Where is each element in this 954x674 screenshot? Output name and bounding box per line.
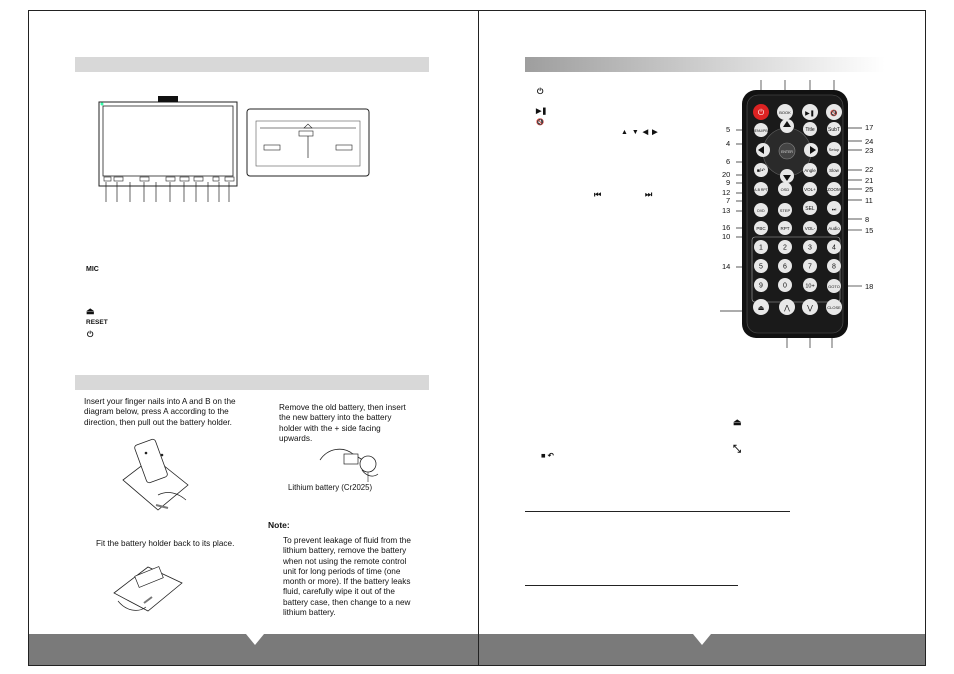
svg-text:CLOSE: CLOSE (827, 305, 841, 310)
rule-line-2 (525, 585, 738, 586)
svg-text:⋁: ⋁ (807, 305, 813, 312)
callout-4: 4 (726, 139, 731, 148)
battery-insert-illustration (318, 440, 383, 485)
remote-num-key-label: 4 (832, 244, 836, 252)
svg-text:⏭: ⏭ (831, 207, 837, 213)
remote-num-key-label: 6 (783, 263, 787, 271)
svg-text:ENTER: ENTER (781, 150, 793, 154)
play-pause-symbol: ▶❚ (536, 108, 548, 115)
svg-text:Setup: Setup (828, 147, 840, 152)
unit-front-panel-diagram (98, 96, 243, 206)
battery-step-1: Insert your finger nails into A and B on the diagram below, press A according to the direction, then pull out the battery holder. (84, 397, 236, 427)
callout-14: 14 (722, 262, 731, 271)
remote-num-key-label: 1 (759, 244, 763, 252)
page-divider (478, 10, 479, 666)
svg-text:■/↶: ■/↶ (756, 168, 766, 174)
svg-text:ZOOM: ZOOM (827, 187, 841, 192)
note-body: To prevent leakage of fluid from the lithium battery, remove the battery when not using the remote control unit for long periods of time (one month or more). If the battery leaks fluid, carefully wipe it out of the battery case, then change to a new lithium battery. (283, 536, 411, 618)
left-section-header-bar (75, 57, 429, 72)
callout-15: 15 (865, 226, 874, 235)
svg-text:▶❚: ▶❚ (805, 111, 815, 117)
prev-symbol: ⏮ (594, 190, 602, 199)
svg-text:GOTO: GOTO (828, 284, 840, 289)
eject-symbol: ⏏ (86, 306, 95, 316)
callout-23: 23 (865, 146, 874, 155)
reset-label: RESET (86, 319, 108, 326)
rule-line-1 (525, 511, 790, 512)
callout-17: 17 (865, 123, 874, 132)
power-symbol: ⏻ (87, 330, 94, 339)
svg-text:🔇: 🔇 (830, 111, 838, 117)
svg-text:SEL: SEL (805, 206, 815, 212)
battery-step-3: Fit the battery holder back to its place. (96, 539, 235, 548)
note-title: Note: (268, 520, 290, 530)
remote-num-key-label: 10+ (805, 283, 815, 290)
left-footer-notch (246, 634, 264, 645)
right-power-symbol: ⏻ (537, 87, 544, 96)
svg-text:Angle: Angle (804, 168, 816, 173)
remote-num-key-label: 7 (808, 263, 812, 271)
arrow-keys-symbols: ▲ ▼ ◀ ▶ (621, 129, 659, 136)
callout-13: 13 (722, 206, 731, 215)
callout-9: 9 (726, 178, 731, 187)
callout-6: 6 (726, 157, 731, 166)
svg-text:VOL+: VOL+ (804, 187, 816, 192)
callout-5: 5 (726, 125, 731, 134)
svg-text:Slow: Slow (829, 168, 839, 173)
next-symbol: ⏭ (645, 190, 653, 199)
svg-text:PBC: PBC (756, 226, 766, 231)
remote-num-key-label: 2 (783, 244, 787, 252)
svg-text:OSD: OSD (780, 187, 790, 192)
right-eject-symbol: ⏏ (733, 417, 742, 427)
right-footer-notch (693, 634, 711, 645)
svg-text:Title: Title (805, 127, 815, 133)
power-key-label: ⏻ (757, 108, 765, 117)
callout-11: 11 (865, 196, 873, 205)
callout-21: 21 (865, 176, 874, 185)
battery-remove-illustration (118, 435, 193, 515)
remote-num-key-label: 0 (783, 282, 787, 290)
zoom-arrow-symbol: ⤡ (733, 444, 741, 455)
svg-text:DVD: DVD (757, 209, 765, 213)
battery-type-label: Lithium battery (Cr2025) (288, 483, 373, 492)
callout-24: 24 (865, 137, 874, 146)
svg-text:⏏: ⏏ (757, 305, 765, 312)
callout-7: 7 (726, 196, 731, 205)
callout-25: 25 (865, 185, 874, 194)
callout-12: 12 (722, 188, 731, 197)
remote-num-key-label: 3 (808, 244, 812, 252)
svg-text:A-B RPT: A-B RPT (754, 188, 768, 192)
remote-num-key-label: 5 (759, 263, 763, 271)
callout-20: 20 (722, 170, 731, 179)
right-section-header-bar (525, 57, 885, 72)
battery-step-2: Remove the old battery, then insert the new battery into the battery holder with the + side facing upwards. (279, 403, 406, 443)
remote-num-key-label: 8 (832, 263, 836, 271)
battery-fit-illustration (108, 553, 188, 618)
svg-text:VOL-: VOL- (804, 226, 816, 231)
stop-return-symbol: ■ ↶ (541, 451, 554, 460)
callout-10: 10 (722, 232, 731, 241)
svg-text:BOOK: BOOK (779, 110, 791, 115)
callout-8: 8 (865, 215, 870, 224)
remote-control-diagram (700, 80, 890, 360)
remote-num-key-label: 9 (759, 282, 763, 290)
battery-section-header-bar (75, 375, 429, 390)
svg-text:STEP: STEP (779, 208, 791, 213)
svg-text:MENU/PBC: MENU/PBC (751, 129, 771, 133)
svg-text:Audio: Audio (828, 226, 840, 231)
callout-18: 18 (865, 282, 874, 291)
callout-16: 16 (722, 223, 731, 232)
svg-text:SubT: SubT (828, 127, 840, 133)
svg-text:RPT: RPT (780, 226, 790, 231)
mute-symbol: 🔇 (536, 119, 545, 126)
callout-22: 22 (865, 165, 874, 174)
svg-text:⋀: ⋀ (784, 305, 790, 312)
disc-slot-diagram (246, 108, 371, 178)
mic-label: MIC (86, 266, 99, 273)
